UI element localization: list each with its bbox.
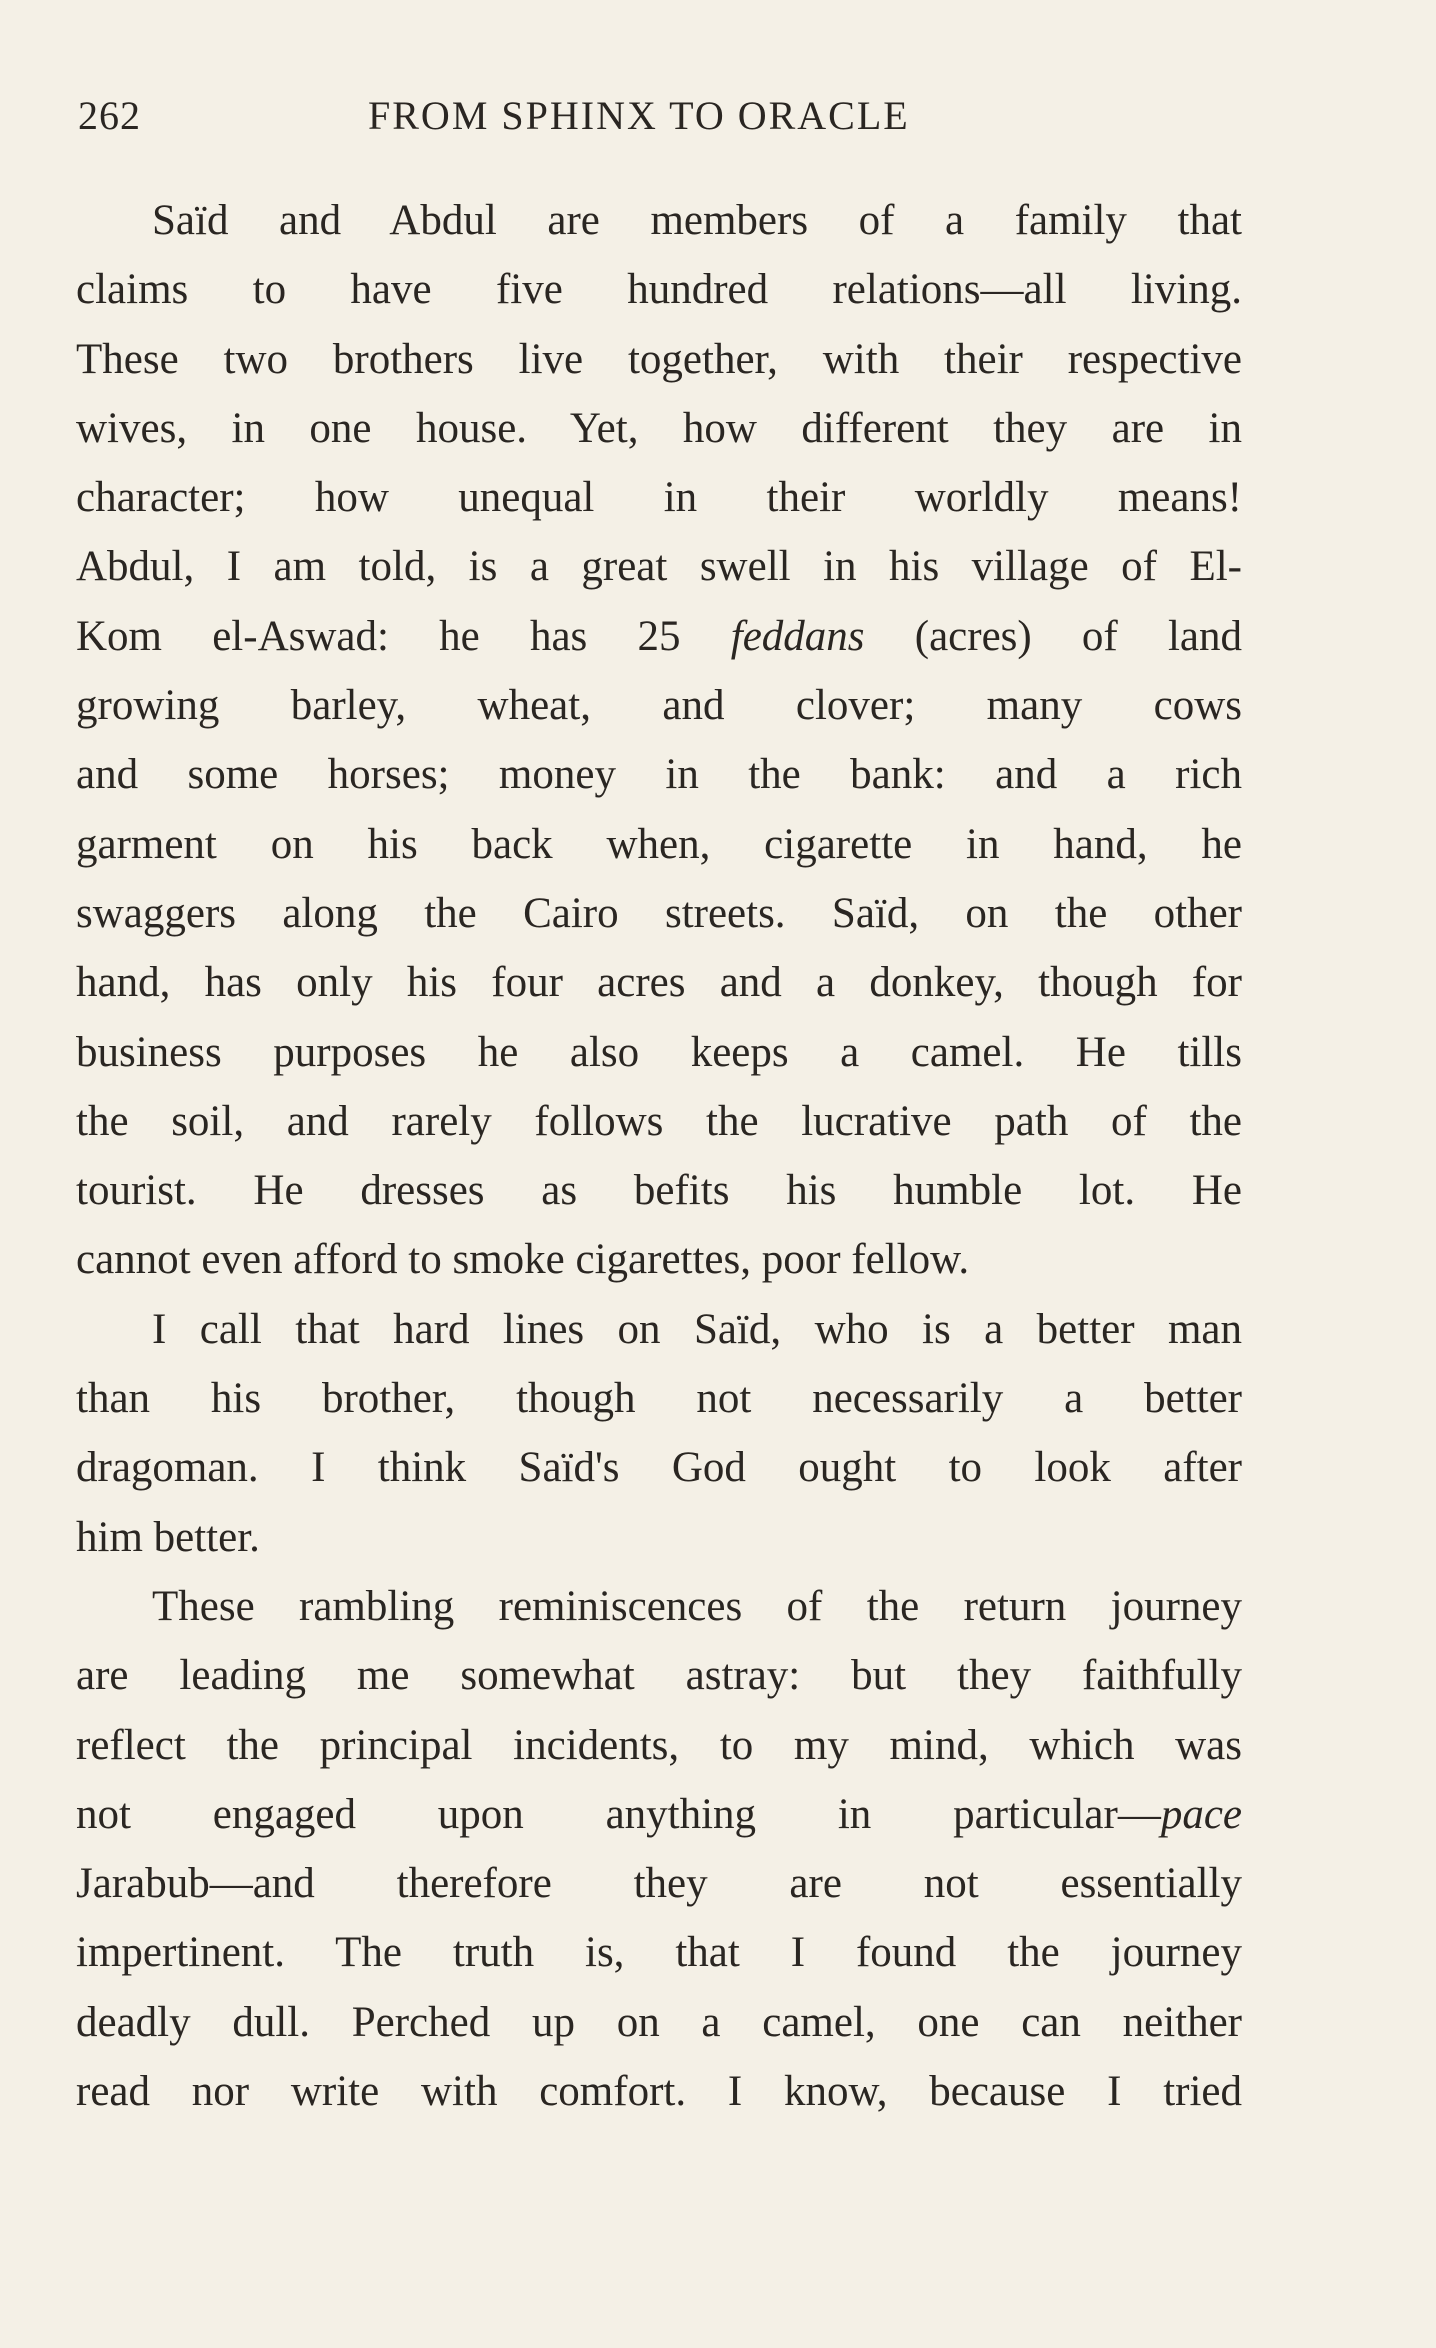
page-number: 262 [78,93,141,138]
text-line: tourist. He dresses as befits his humble lot. He [76,1167,1242,1215]
text-line: swaggers along the Cairo streets. Saïd, on the other [76,889,1242,937]
text-line: and some horses; money in the bank: and a rich [76,751,1242,799]
text-line: him better. [76,1513,260,1561]
text-line: Jarabub—and therefore they are not essentially [76,1860,1242,1908]
text-line: are leading me somewhat astray: but they faithfully [76,1652,1242,1700]
text-line: garment on his back when, cigarette in hand, he [76,820,1242,868]
text-line: not engaged upon anything in particular—pace [76,1790,1242,1838]
text-line: impertinent. The truth is, that I found the journey [76,1929,1242,1977]
text-line: read nor write with comfort. I know, because I tried [76,2068,1242,2116]
text-line: dragoman. I think Saïd's God ought to look after [76,1444,1242,1492]
text-line: These rambling reminiscences of the return journey [152,1582,1242,1630]
text-line: business purposes he also keeps a camel. He tills [76,1028,1242,1076]
text-line: deadly dull. Perched up on a camel, one can neither [76,1998,1242,2046]
text-line: reflect the principal incidents, to my mind, which was [76,1721,1242,1769]
italic-term: feddans [730,612,865,660]
text-line: character; how unequal in their worldly means! [76,474,1242,522]
running-title: FROM SPHINX TO ORACLE [368,93,910,138]
running-head [78,92,1244,152]
text-line: I call that hard lines on Saïd, who is a better man [152,1305,1242,1353]
text-line: claims to have five hundred relations—all living. [76,266,1242,314]
text-line: growing barley, wheat, and clover; many cows [76,682,1242,730]
text-line: cannot even afford to smoke cigarettes, poor fellow. [76,1236,970,1284]
italic-term: pace [1160,1790,1242,1838]
text-line: wives, in one house. Yet, how different they are in [76,404,1242,452]
text-line: than his brother, though not necessarily a better [76,1375,1242,1423]
body-text [76,186,1242,2126]
text-line: Kom el-Aswad: he has 25 feddans (acres) of land [76,612,1243,660]
text-line: These two brothers live together, with their respective [76,335,1242,383]
text-line: the soil, and rarely follows the lucrative path of the [76,1097,1242,1145]
text-line: hand, has only his four acres and a donkey, though for [76,959,1242,1007]
text-line: Saïd and Abdul are members of a family that [152,197,1242,244]
text-line: Abdul, I am told, is a great swell in his village of El- [76,543,1242,591]
